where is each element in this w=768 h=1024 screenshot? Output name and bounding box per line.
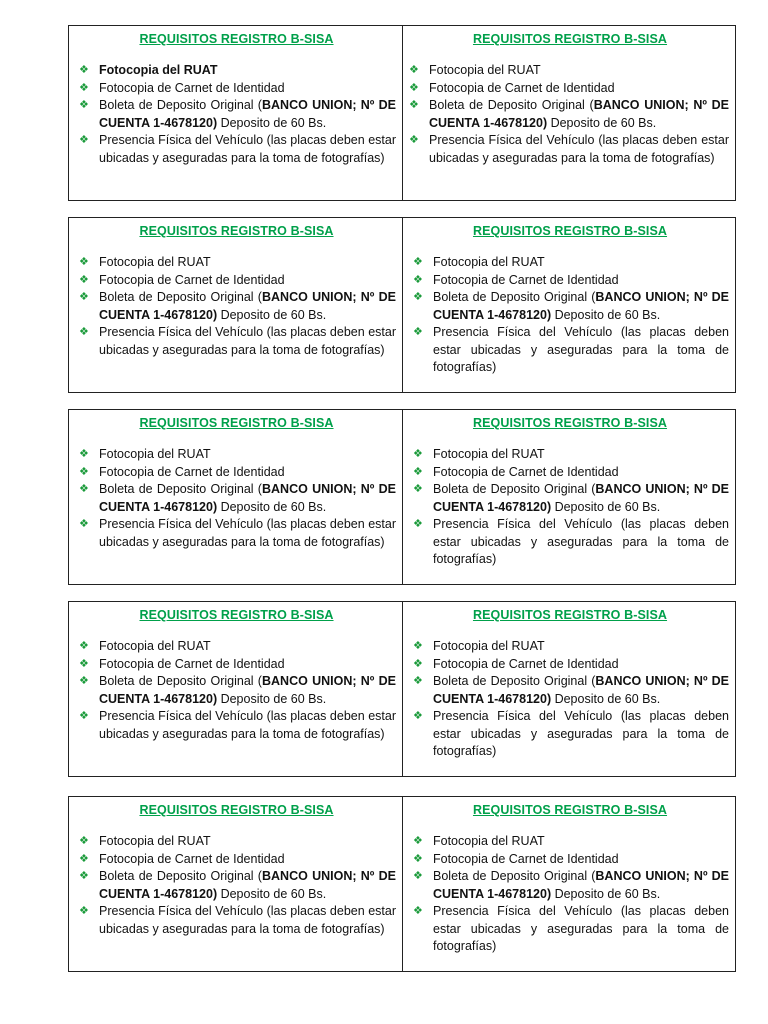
list-item: ❖ Presencia Física del Vehículo (las placas deben estar ubicadas y aseguradas para la toma de fotografías) xyxy=(79,325,396,357)
requirements-card xyxy=(402,26,735,200)
diamond-bullet-icon: ❖ xyxy=(79,99,89,111)
card-title: REQUISITOS REGISTRO B-SISA xyxy=(472,608,668,622)
requirements-list xyxy=(411,62,729,167)
list-item: ❖ Fotocopia del RUAT xyxy=(433,638,729,656)
diamond-bullet-icon: ❖ xyxy=(413,835,423,847)
list-item: ❖ Fotocopia del RUAT xyxy=(433,254,729,272)
card-title: REQUISITOS REGISTRO B-SISA xyxy=(139,32,334,46)
diamond-bullet-icon: ❖ xyxy=(79,326,89,338)
diamond-bullet-icon: ❖ xyxy=(409,64,419,76)
list-item: ❖ Fotocopia del RUAT xyxy=(99,62,396,80)
diamond-bullet-icon: ❖ xyxy=(413,640,423,652)
list-item: ❖ Fotocopia de Carnet de Identidad xyxy=(433,851,729,869)
list-item: ❖ Presencia Física del Vehículo (las placas deben estar ubicadas y aseguradas para la toma de fotografías) xyxy=(413,325,729,374)
list-item: ❖ Fotocopia de Carnet de Identidad xyxy=(433,464,729,482)
diamond-bullet-icon: ❖ xyxy=(413,675,423,687)
list-item: ❖ Fotocopia del RUAT xyxy=(429,62,729,80)
diamond-bullet-icon: ❖ xyxy=(79,256,89,268)
card-title: REQUISITOS REGISTRO B-SISA xyxy=(472,224,668,238)
diamond-bullet-icon: ❖ xyxy=(413,710,423,722)
diamond-bullet-icon: ❖ xyxy=(79,710,89,722)
list-item: ❖ Fotocopia del RUAT xyxy=(99,254,396,272)
diamond-bullet-icon: ❖ xyxy=(79,852,89,865)
diamond-bullet-icon: ❖ xyxy=(79,448,89,460)
diamond-bullet-icon: ❖ xyxy=(79,675,89,687)
diamond-bullet-icon: ❖ xyxy=(79,64,89,76)
list-item: ❖ Boleta de Deposito Original (BANCO UNION; Nº DE CUENTA 1-4678120) Deposito de 60 Bs. xyxy=(79,290,397,322)
diamond-bullet-icon: ❖ xyxy=(413,465,423,478)
list-item: ❖ Boleta de Deposito Original (BANCO UNION; Nº DE CUENTA 1-4678120) Deposito de 60 Bs. xyxy=(79,674,397,706)
list-item: ❖ Boleta de Deposito Original (BANCO UNION; Nº DE CUENTA 1-4678120) Deposito de 60 Bs. xyxy=(79,98,397,130)
diamond-bullet-icon: ❖ xyxy=(79,657,89,670)
diamond-bullet-icon: ❖ xyxy=(413,905,423,917)
requirements-list xyxy=(411,833,729,956)
diamond-bullet-icon: ❖ xyxy=(413,518,423,530)
diamond-bullet-icon: ❖ xyxy=(409,99,419,111)
requirements-list xyxy=(77,833,396,938)
list-item: ❖ Boleta de Deposito Original (BANCO UNION; Nº DE CUENTA 1-4678120) Deposito de 60 Bs. xyxy=(409,98,729,130)
list-item: ❖ Presencia Física del Vehículo (las placas deben estar ubicadas y aseguradas para la toma de fotografías) xyxy=(413,709,729,758)
list-item: ❖ Boleta de Deposito Original (BANCO UNION; Nº DE CUENTA 1-4678120) Deposito de 60 Bs. xyxy=(413,482,729,514)
list-item: ❖ Boleta de Deposito Original (BANCO UNION; Nº DE CUENTA 1-4678120) Deposito de 60 Bs. xyxy=(79,482,397,514)
list-item: ❖ Fotocopia del RUAT xyxy=(99,638,396,656)
requirements-card xyxy=(402,602,735,776)
card-title: REQUISITOS REGISTRO B-SISA xyxy=(139,608,334,622)
diamond-bullet-icon: ❖ xyxy=(79,518,89,530)
requirements-list xyxy=(77,62,396,167)
card-row-5 xyxy=(68,796,736,972)
list-item: ❖ Fotocopia del RUAT xyxy=(99,446,396,464)
requirements-list xyxy=(411,254,729,377)
diamond-bullet-icon: ❖ xyxy=(413,256,423,268)
requirements-list xyxy=(77,446,396,551)
diamond-bullet-icon: ❖ xyxy=(413,483,423,495)
requirements-card xyxy=(402,797,735,971)
list-item: ❖ Fotocopia de Carnet de Identidad xyxy=(429,80,729,98)
requirements-list xyxy=(411,446,729,569)
list-item: ❖ Fotocopia de Carnet de Identidad xyxy=(433,656,729,674)
diamond-bullet-icon: ❖ xyxy=(79,640,89,652)
requirements-card xyxy=(69,26,402,200)
card-row-2 xyxy=(68,217,736,393)
diamond-bullet-icon: ❖ xyxy=(413,326,423,338)
requirements-list xyxy=(77,254,396,359)
diamond-bullet-icon: ❖ xyxy=(413,852,423,865)
diamond-bullet-icon: ❖ xyxy=(413,448,423,460)
list-item: ❖ Presencia Física del Vehículo (las placas deben estar ubicadas y aseguradas para la toma de fotografías) xyxy=(413,517,729,566)
list-item: ❖ Boleta de Deposito Original (BANCO UNION; Nº DE CUENTA 1-4678120) Deposito de 60 Bs. xyxy=(413,674,729,706)
diamond-bullet-icon: ❖ xyxy=(79,835,89,847)
card-row-3 xyxy=(68,409,736,585)
diamond-bullet-icon: ❖ xyxy=(413,657,423,670)
diamond-bullet-icon: ❖ xyxy=(79,81,89,94)
requirements-card xyxy=(402,218,735,392)
card-title: REQUISITOS REGISTRO B-SISA xyxy=(472,416,668,430)
card-title: REQUISITOS REGISTRO B-SISA xyxy=(139,803,334,817)
list-item: ❖ Presencia Física del Vehículo (las placas deben estar ubicadas y aseguradas para la toma de fotografías) xyxy=(79,133,396,165)
list-item: ❖ Fotocopia de Carnet de Identidad xyxy=(99,464,396,482)
list-item: ❖ Fotocopia de Carnet de Identidad xyxy=(99,80,396,98)
list-item: ❖ Presencia Física del Vehículo (las placas deben estar ubicadas y aseguradas para la toma de fotografías) xyxy=(409,133,729,165)
card-row-4 xyxy=(68,601,736,777)
diamond-bullet-icon: ❖ xyxy=(79,291,89,303)
diamond-bullet-icon: ❖ xyxy=(413,273,423,286)
list-item: ❖ Fotocopia de Carnet de Identidad xyxy=(99,272,396,290)
requirements-card xyxy=(402,410,735,584)
diamond-bullet-icon: ❖ xyxy=(79,870,89,882)
list-item: ❖ Fotocopia del RUAT xyxy=(433,833,729,851)
diamond-bullet-icon: ❖ xyxy=(409,134,419,146)
list-item: ❖ Fotocopia del RUAT xyxy=(433,446,729,464)
diamond-bullet-icon: ❖ xyxy=(79,134,89,146)
requirements-card xyxy=(69,602,402,776)
list-item: ❖ Presencia Física del Vehículo (las placas deben estar ubicadas y aseguradas para la toma de fotografías) xyxy=(413,904,729,953)
list-item: ❖ Presencia Física del Vehículo (las placas deben estar ubicadas y aseguradas para la toma de fotografías) xyxy=(79,517,396,549)
card-row-1 xyxy=(68,25,736,201)
requirements-card xyxy=(69,797,402,971)
card-title: REQUISITOS REGISTRO B-SISA xyxy=(472,32,668,46)
card-title: REQUISITOS REGISTRO B-SISA xyxy=(139,416,334,430)
requirements-card xyxy=(69,410,402,584)
diamond-bullet-icon: ❖ xyxy=(413,291,423,303)
diamond-bullet-icon: ❖ xyxy=(409,81,419,94)
list-item: ❖ Fotocopia de Carnet de Identidad xyxy=(433,272,729,290)
list-item: ❖ Boleta de Deposito Original (BANCO UNION; Nº DE CUENTA 1-4678120) Deposito de 60 Bs. xyxy=(413,869,729,901)
list-item: ❖ Fotocopia del RUAT xyxy=(99,833,396,851)
list-item: ❖ Fotocopia de Carnet de Identidad xyxy=(99,851,396,869)
requirements-card xyxy=(69,218,402,392)
diamond-bullet-icon: ❖ xyxy=(79,905,89,917)
diamond-bullet-icon: ❖ xyxy=(79,483,89,495)
diamond-bullet-icon: ❖ xyxy=(413,870,423,882)
requirements-list xyxy=(77,638,396,743)
list-item: ❖ Presencia Física del Vehículo (las placas deben estar ubicadas y aseguradas para la toma de fotografías) xyxy=(79,709,396,741)
list-item: ❖ Fotocopia de Carnet de Identidad xyxy=(99,656,396,674)
card-title: REQUISITOS REGISTRO B-SISA xyxy=(139,224,334,238)
diamond-bullet-icon: ❖ xyxy=(79,273,89,286)
list-item: ❖ Boleta de Deposito Original (BANCO UNION; Nº DE CUENTA 1-4678120) Deposito de 60 Bs. xyxy=(79,869,397,901)
list-item: ❖ Presencia Física del Vehículo (las placas deben estar ubicadas y aseguradas para la toma de fotografías) xyxy=(79,904,396,936)
requirements-list xyxy=(411,638,729,761)
diamond-bullet-icon: ❖ xyxy=(79,465,89,478)
card-title: REQUISITOS REGISTRO B-SISA xyxy=(472,803,668,817)
list-item: ❖ Boleta de Deposito Original (BANCO UNION; Nº DE CUENTA 1-4678120) Deposito de 60 Bs. xyxy=(413,290,729,322)
